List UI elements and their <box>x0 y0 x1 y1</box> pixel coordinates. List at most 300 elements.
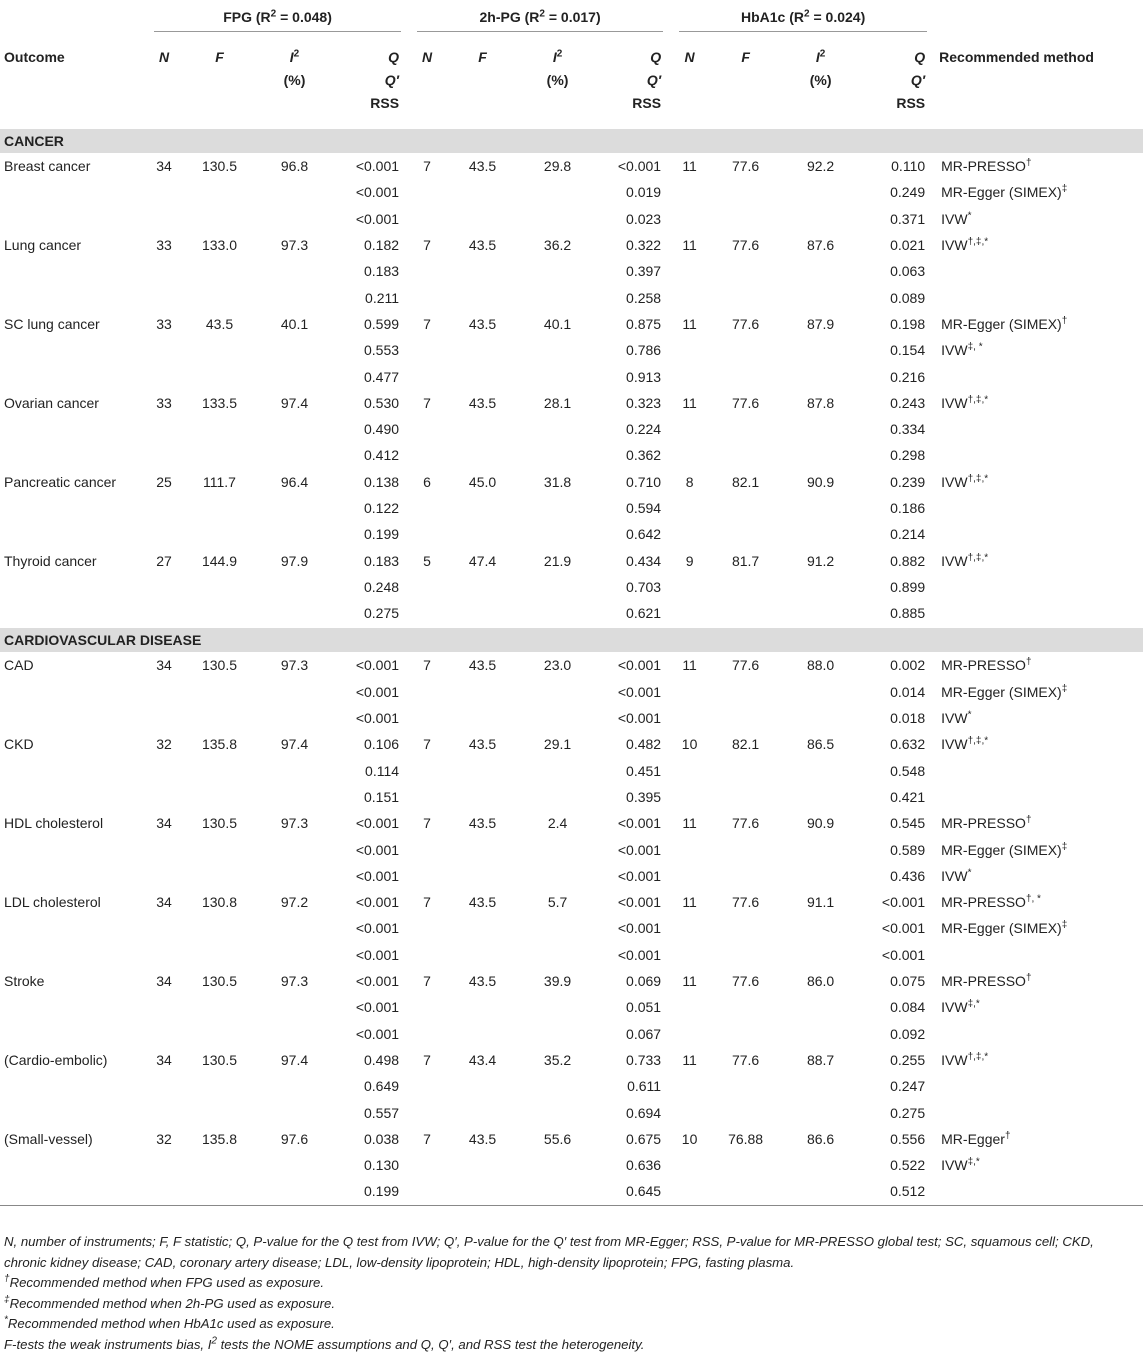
hba1c-n: 11 <box>682 1051 697 1068</box>
outcome-name <box>0 1178 146 1205</box>
hba1c-f: 77.6 <box>731 657 760 674</box>
pg2h-pvalue: <0.001 <box>617 841 662 858</box>
fpg-pvalue: <0.001 <box>355 657 400 674</box>
fpg-i2: 97.6 <box>280 1130 309 1147</box>
hba1c-i2 <box>783 574 858 600</box>
outcome-name <box>0 337 146 363</box>
hba1c-f <box>708 258 783 284</box>
pg2h-i2 <box>520 1099 595 1125</box>
pg2h-n <box>409 863 445 889</box>
hba1c-f <box>708 1178 783 1205</box>
fpg-n: 34 <box>156 894 172 911</box>
pg2h-i2: 36.2 <box>543 237 572 254</box>
fpg-pvalue: 0.275 <box>364 605 400 622</box>
header-f <box>182 36 257 128</box>
header-n <box>146 36 182 128</box>
footnote-marker: ‡ <box>4 1294 10 1306</box>
hba1c-n <box>671 363 708 389</box>
table-row <box>0 206 1143 232</box>
table-row <box>0 600 1143 627</box>
table-row <box>0 311 1143 337</box>
pg2h-n: 7 <box>423 1130 431 1147</box>
pg2h-n: 7 <box>423 973 431 990</box>
hba1c-i2: 87.8 <box>806 394 835 411</box>
pg2h-n: 7 <box>423 736 431 753</box>
header-qprime: Q′ <box>910 72 926 88</box>
header-rss: RSS <box>370 95 400 111</box>
fpg-f <box>182 258 257 284</box>
hba1c-f <box>708 942 783 968</box>
hba1c-i2 <box>783 284 858 310</box>
hba1c-pvalue: <0.001 <box>881 946 926 963</box>
hba1c-n <box>671 758 708 784</box>
outcome-name <box>0 942 146 968</box>
header-i2-unit: (%) <box>283 72 306 88</box>
hba1c-n <box>671 258 708 284</box>
pg2h-pvalue: 0.611 <box>627 1078 662 1095</box>
outcome-name <box>0 758 146 784</box>
hba1c-f: 77.6 <box>731 315 760 332</box>
recommended-method: IVW†,‡,* <box>941 473 989 490</box>
recommended-method-marker: †,‡,* <box>967 236 989 248</box>
hba1c-f <box>708 1152 783 1178</box>
pg2h-i2 <box>520 994 595 1020</box>
fpg-i2 <box>257 284 332 310</box>
fpg-f <box>182 495 257 521</box>
pg2h-n <box>409 679 445 705</box>
pg2h-f <box>445 1073 520 1099</box>
fpg-pvalue: 0.151 <box>364 788 400 805</box>
recommended-method: MR-Egger (SIMEX)‡ <box>941 683 1068 700</box>
header-i2-text: I <box>815 49 820 65</box>
table-row <box>0 836 1143 862</box>
recommended-method: MR-PRESSO†, * <box>941 893 1041 911</box>
hba1c-n: 10 <box>681 1130 698 1147</box>
hba1c-f: 81.7 <box>731 552 760 569</box>
fpg-f <box>182 363 257 389</box>
footnote-marker: † <box>4 1273 10 1285</box>
fpg-f: 144.9 <box>201 552 238 569</box>
hba1c-pvalue: 0.216 <box>890 368 926 385</box>
hba1c-i2 <box>783 206 858 232</box>
hba1c-f <box>708 179 783 205</box>
fpg-i2: 97.3 <box>280 657 309 674</box>
recommended-method-marker: †,‡,* <box>967 735 989 747</box>
pg2h-i2: 31.8 <box>543 473 572 490</box>
pg2h-n <box>409 942 445 968</box>
hba1c-pvalue: 0.632 <box>890 736 926 753</box>
outcome-name: Stroke <box>4 973 45 990</box>
r-squared-superscript: 2 <box>539 7 545 19</box>
fpg-pvalue: <0.001 <box>355 999 400 1016</box>
hba1c-f <box>708 284 783 310</box>
outcome-name <box>0 1099 146 1125</box>
pg2h-pvalue: 0.069 <box>626 973 662 990</box>
hba1c-pvalue: 0.512 <box>858 1178 935 1205</box>
pg2h-f: 43.5 <box>468 394 497 411</box>
fpg-pvalue: <0.001 <box>355 973 400 990</box>
fpg-i2 <box>257 1178 332 1205</box>
fpg-i2 <box>257 179 332 205</box>
pg2h-i2 <box>520 363 595 389</box>
fpg-i2: 97.3 <box>280 973 309 990</box>
recommended-method <box>935 1178 1143 1205</box>
recommended-method-marker: ‡ <box>1061 183 1068 195</box>
fpg-f <box>182 284 257 310</box>
hba1c-i2 <box>783 679 858 705</box>
hba1c-pvalue: 0.436 <box>890 867 926 884</box>
pg2h-n <box>409 1099 445 1125</box>
fpg-pvalue: 0.038 <box>364 1130 400 1147</box>
hba1c-pvalue: 0.092 <box>890 1025 926 1042</box>
fpg-f: 130.5 <box>201 158 238 175</box>
fpg-n: 34 <box>156 158 172 175</box>
header-q-qprime-rss <box>858 36 935 128</box>
pg2h-f: 43.5 <box>468 736 497 753</box>
recommended-method-marker: * <box>967 709 972 721</box>
hba1c-f <box>708 363 783 389</box>
pg2h-i2 <box>520 206 595 232</box>
hba1c-f <box>708 915 783 941</box>
fpg-f <box>182 915 257 941</box>
group-header-2hpg: 2h-PG $(R^2 = 0.017)$ <box>409 0 671 36</box>
fpg-f <box>182 1073 257 1099</box>
pg2h-f: 43.5 <box>468 158 497 175</box>
table-row <box>0 679 1143 705</box>
hba1c-pvalue: 0.002 <box>890 657 926 674</box>
fpg-i2 <box>257 416 332 442</box>
pg2h-i2 <box>520 521 595 547</box>
hba1c-pvalue: 0.545 <box>890 815 926 832</box>
recommended-method: IVW‡, * <box>941 341 983 359</box>
pg2h-i2 <box>520 600 595 627</box>
hba1c-n <box>671 574 708 600</box>
pg2h-f <box>445 836 520 862</box>
pg2h-pvalue: 0.482 <box>626 736 662 753</box>
pg2h-i2 <box>520 1021 595 1047</box>
hba1c-pvalue: 0.014 <box>890 683 926 700</box>
fpg-pvalue: 0.530 <box>364 394 400 411</box>
fpg-pvalue: 0.122 <box>364 500 400 516</box>
fpg-n <box>146 942 182 968</box>
fpg-n: 34 <box>156 657 172 674</box>
pg2h-pvalue: 0.019 <box>626 184 662 201</box>
fpg-pvalue: 0.199 <box>332 1178 409 1205</box>
pg2h-n <box>409 836 445 862</box>
fpg-f: 130.5 <box>201 815 238 832</box>
fpg-f: 135.8 <box>201 1130 238 1147</box>
fpg-f: 111.7 <box>203 473 236 490</box>
fpg-f: 130.8 <box>201 894 238 911</box>
pg2h-i2 <box>520 179 595 205</box>
fpg-i2 <box>257 1099 332 1125</box>
hba1c-i2: 91.2 <box>806 552 835 569</box>
table-row <box>0 705 1143 731</box>
recommended-method <box>935 442 1143 468</box>
fpg-pvalue: 0.106 <box>364 736 400 753</box>
hba1c-f: 82.1 <box>731 473 760 490</box>
hba1c-f <box>708 1021 783 1047</box>
fpg-n <box>146 442 182 468</box>
hba1c-i2 <box>783 863 858 889</box>
pg2h-n <box>409 915 445 941</box>
fpg-pvalue: <0.001 <box>355 683 400 700</box>
pg2h-n: 7 <box>423 1051 431 1068</box>
pg2h-i2: 35.2 <box>543 1051 572 1068</box>
pg2h-n <box>409 1021 445 1047</box>
table-row <box>0 495 1143 521</box>
hba1c-i2 <box>783 521 858 547</box>
hba1c-pvalue: 0.018 <box>890 710 926 727</box>
fpg-n <box>146 1152 182 1178</box>
fpg-n <box>146 521 182 547</box>
fpg-f: 43.5 <box>205 315 234 332</box>
outcome-name: (Small-vessel) <box>4 1130 93 1147</box>
hba1c-i2: 92.2 <box>806 158 835 175</box>
fpg-n <box>146 1073 182 1099</box>
pg2h-i2 <box>520 442 595 468</box>
fpg-f <box>182 337 257 363</box>
pg2h-f <box>445 600 520 627</box>
pg2h-pvalue: 0.621 <box>626 605 662 622</box>
pg2h-f <box>445 679 520 705</box>
fpg-f <box>182 836 257 862</box>
fpg-n: 34 <box>156 973 172 990</box>
pg2h-n <box>409 206 445 232</box>
fpg-i2 <box>257 258 332 284</box>
table-row <box>0 153 1143 179</box>
hba1c-f: 77.6 <box>731 894 760 911</box>
hba1c-f: 76.88 <box>728 1130 764 1147</box>
fpg-n <box>146 284 182 310</box>
table-row <box>0 521 1143 547</box>
fpg-n <box>146 495 182 521</box>
fpg-f <box>182 784 257 810</box>
outcome-name <box>0 679 146 705</box>
recommended-method: MR-PRESSO† <box>941 157 1032 175</box>
hba1c-i2 <box>783 442 858 468</box>
table-body <box>0 128 1143 1205</box>
outcome-name: CKD <box>4 736 34 753</box>
fpg-n: 27 <box>156 552 172 569</box>
recommended-method: IVW†,‡,* <box>941 1051 989 1068</box>
table-row <box>0 810 1143 836</box>
pg2h-n: 7 <box>423 894 431 911</box>
table-row <box>0 968 1143 994</box>
fpg-i2 <box>257 600 332 627</box>
fpg-n <box>146 705 182 731</box>
hba1c-pvalue: <0.001 <box>881 894 926 911</box>
header-i2-text: I <box>289 49 294 65</box>
fpg-i2 <box>257 942 332 968</box>
hba1c-pvalue: <0.001 <box>881 920 926 937</box>
pg2h-pvalue: <0.001 <box>617 683 662 700</box>
fpg-f: 133.5 <box>201 394 238 411</box>
section-row <box>0 627 1143 652</box>
outcome-name <box>0 1073 146 1099</box>
hba1c-i2 <box>783 942 858 968</box>
footnotes <box>4 1232 1139 1356</box>
recommended-method <box>935 284 1143 310</box>
hba1c-pvalue: 0.589 <box>890 841 926 858</box>
pg2h-f: 43.5 <box>468 815 497 832</box>
outcome-name: SC lung cancer <box>4 315 100 332</box>
footnote-marker: * <box>4 1314 8 1326</box>
fpg-f <box>182 1152 257 1178</box>
hba1c-i2: 88.7 <box>806 1051 835 1068</box>
hba1c-pvalue: 0.298 <box>890 447 926 464</box>
outcome-name <box>0 521 146 547</box>
hba1c-f <box>708 442 783 468</box>
hba1c-n <box>671 994 708 1020</box>
fpg-pvalue: <0.001 <box>355 158 400 175</box>
pg2h-pvalue: <0.001 <box>617 894 662 911</box>
hba1c-n: 8 <box>685 473 694 490</box>
header-n <box>671 36 708 128</box>
hba1c-f <box>708 758 783 784</box>
pg2h-i2 <box>520 1152 595 1178</box>
hba1c-i2: 87.6 <box>806 237 835 254</box>
fpg-f: 130.5 <box>201 1051 238 1068</box>
fpg-n <box>146 416 182 442</box>
section-title: CARDIOVASCULAR DISEASE <box>0 627 1143 652</box>
fpg-pvalue: 0.183 <box>364 552 400 569</box>
recommended-method-marker: † <box>1004 1130 1011 1142</box>
pg2h-pvalue: 0.362 <box>626 447 662 464</box>
outcome-name <box>0 600 146 627</box>
pg2h-pvalue: 0.434 <box>626 552 662 569</box>
pg2h-i2: 55.6 <box>543 1130 572 1147</box>
fpg-i2 <box>257 337 332 363</box>
hba1c-i2 <box>783 1073 858 1099</box>
fpg-pvalue: 0.138 <box>364 473 400 490</box>
table-row <box>0 889 1143 915</box>
header-f-text: F <box>741 49 750 65</box>
recommended-method: IVW* <box>941 210 972 227</box>
hba1c-n <box>671 1073 708 1099</box>
pg2h-i2 <box>520 258 595 284</box>
hba1c-i2 <box>783 758 858 784</box>
fpg-i2 <box>257 784 332 810</box>
pg2h-f: 47.4 <box>468 552 497 569</box>
header-i2 <box>257 36 332 128</box>
hba1c-i2 <box>783 915 858 941</box>
hba1c-n <box>671 836 708 862</box>
fpg-n <box>146 1021 182 1047</box>
fpg-i2 <box>257 363 332 389</box>
recommended-method: IVW* <box>941 709 972 727</box>
header-q: Q <box>388 49 400 65</box>
header-q-qprime-rss <box>332 36 409 128</box>
table-row <box>0 442 1143 468</box>
recommended-method: IVW†,‡,* <box>941 551 989 569</box>
hba1c-i2 <box>783 337 858 363</box>
footnote-line: F-tests the weak instruments bias, $I^2$ tests the NOME assumptions and Q, Q′, and RSS test the heterogeneity. <box>4 1335 645 1352</box>
fpg-f <box>182 863 257 889</box>
pg2h-pvalue: 0.322 <box>626 237 662 254</box>
pg2h-pvalue: 0.913 <box>626 368 662 385</box>
fpg-i2 <box>257 1152 332 1178</box>
pg2h-i2: 28.1 <box>543 394 572 411</box>
fpg-pvalue: 0.211 <box>365 289 400 306</box>
table-row <box>0 942 1143 968</box>
hba1c-f <box>708 836 783 862</box>
header-qprime: Q′ <box>646 72 662 88</box>
hba1c-i2 <box>783 705 858 731</box>
outcome-name: Ovarian cancer <box>4 394 99 411</box>
fpg-n <box>146 758 182 784</box>
fpg-i2: 96.8 <box>280 158 309 175</box>
pg2h-pvalue: 0.733 <box>626 1051 662 1068</box>
recommended-method <box>935 258 1143 284</box>
pg2h-pvalue: 0.642 <box>626 526 662 543</box>
hba1c-i2 <box>783 495 858 521</box>
outcome-name <box>0 363 146 389</box>
fpg-pvalue: 0.599 <box>364 315 400 332</box>
recommended-method: MR-PRESSO† <box>941 814 1032 832</box>
pg2h-pvalue: <0.001 <box>617 815 662 832</box>
pg2h-f <box>445 1021 520 1047</box>
footnote-i2-superscript: 2 <box>211 1335 217 1347</box>
pg2h-n: 7 <box>423 394 431 411</box>
outcome-name <box>0 495 146 521</box>
pg2h-pvalue: <0.001 <box>617 946 662 963</box>
hba1c-n <box>671 1152 708 1178</box>
hba1c-n: 11 <box>682 973 697 990</box>
pg2h-f <box>445 863 520 889</box>
pg2h-f <box>445 705 520 731</box>
section-title: CANCER <box>0 128 1143 153</box>
pg2h-pvalue: 0.067 <box>626 1025 662 1042</box>
fpg-pvalue: <0.001 <box>355 920 400 937</box>
pg2h-n: 6 <box>423 473 431 490</box>
outcome-name <box>0 915 146 941</box>
pg2h-n <box>409 363 445 389</box>
recommended-method: IVW†,‡,* <box>941 394 989 411</box>
hba1c-n <box>671 495 708 521</box>
hba1c-f <box>708 1099 783 1125</box>
recommended-method <box>935 1021 1143 1047</box>
header-q: Q <box>650 49 662 65</box>
table-row <box>0 863 1143 889</box>
fpg-n <box>146 863 182 889</box>
table-row <box>0 1099 1143 1125</box>
recommended-method: MR-PRESSO† <box>941 656 1032 674</box>
fpg-i2 <box>257 915 332 941</box>
table-row <box>0 1178 1143 1205</box>
table-row <box>0 731 1143 757</box>
pg2h-pvalue: 0.786 <box>626 342 662 359</box>
recommended-method <box>935 942 1143 968</box>
hba1c-pvalue: 0.075 <box>890 973 926 990</box>
fpg-pvalue: 0.477 <box>364 368 400 385</box>
hba1c-i2: 86.0 <box>806 973 835 990</box>
hba1c-pvalue: 0.110 <box>891 158 926 175</box>
pg2h-f <box>445 495 520 521</box>
fpg-n <box>146 337 182 363</box>
hba1c-i2 <box>783 784 858 810</box>
recommended-method: IVW†,‡,* <box>941 236 989 254</box>
hba1c-i2: 88.0 <box>806 657 835 674</box>
pg2h-n <box>409 337 445 363</box>
recommended-method-marker: †,‡,* <box>967 1051 989 1063</box>
fpg-i2 <box>257 994 332 1020</box>
hba1c-n <box>671 1178 708 1205</box>
header-f-text: F <box>215 49 224 65</box>
pg2h-n: 7 <box>423 657 431 674</box>
outcome-name <box>0 994 146 1020</box>
pg2h-i2 <box>520 758 595 784</box>
